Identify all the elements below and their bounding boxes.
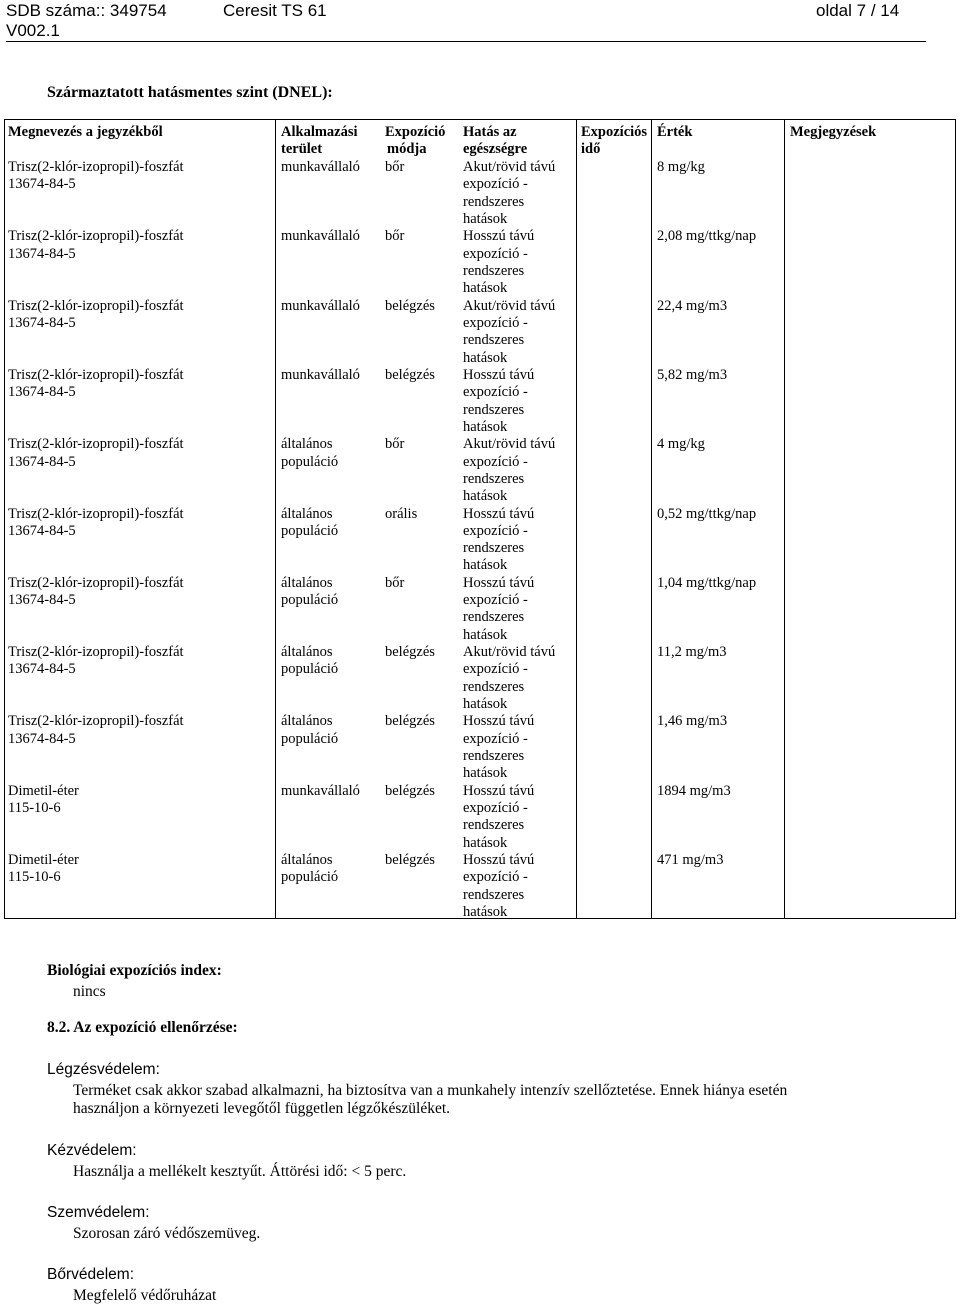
page-number: oldal 7 / 14 bbox=[816, 1, 900, 20]
application-area: általános bbox=[281, 574, 333, 591]
health-effect: Akut/rövid távú bbox=[463, 644, 556, 661]
header-name: Megnevezés a jegyzékből bbox=[8, 124, 163, 140]
application-area: populáció bbox=[281, 661, 339, 678]
header-value: Érték bbox=[657, 124, 693, 140]
application-area: általános bbox=[281, 505, 333, 522]
header-route-line: Expozíció bbox=[385, 124, 446, 140]
header-effect-line: Hatás az bbox=[463, 124, 517, 140]
health-effect: Hosszú távú bbox=[463, 228, 535, 245]
application-area: populáció bbox=[281, 453, 339, 470]
health-effect: hatások bbox=[463, 210, 508, 227]
health-effect: expozíció - bbox=[463, 176, 528, 193]
health-effect: rendszeres bbox=[463, 609, 525, 626]
dnel-value: 4 mg/kg bbox=[657, 436, 705, 453]
health-effect: hatások bbox=[463, 488, 508, 505]
health-effect: Hosszú távú bbox=[463, 852, 535, 868]
health-effect: expozíció - bbox=[463, 800, 528, 816]
application-area: általános bbox=[281, 644, 333, 661]
health-effect: expozíció - bbox=[463, 384, 528, 401]
dnel-table bbox=[4, 119, 956, 919]
health-effect: rendszeres bbox=[463, 678, 525, 695]
header-route-line: módja bbox=[387, 141, 427, 158]
health-effect: Hosszú távú bbox=[463, 782, 535, 799]
cas-number: 13674-84-5 bbox=[8, 730, 76, 747]
exposure-route: belégzés bbox=[385, 297, 435, 314]
health-effect: expozíció - bbox=[463, 245, 528, 262]
health-effect: rendszeres bbox=[463, 817, 525, 834]
substance-name: Trisz(2-klór-izopropil)-foszfát bbox=[8, 436, 184, 453]
header-time bbox=[581, 124, 647, 159]
health-effect: hatások bbox=[463, 280, 508, 297]
header-effect bbox=[463, 124, 527, 159]
application-area: populáció bbox=[281, 592, 339, 609]
health-effect: expozíció - bbox=[463, 661, 528, 678]
cas-number: 13674-84-5 bbox=[8, 592, 76, 609]
dnel-value: 0,52 mg/ttkg/nap bbox=[657, 505, 757, 522]
dnel-value: 1,46 mg/m3 bbox=[657, 713, 728, 730]
substance-name: Trisz(2-klór-izopropil)-foszfát bbox=[8, 644, 184, 661]
cas-number: 13674-84-5 bbox=[8, 384, 76, 401]
header-effect-line: egészségre bbox=[463, 141, 528, 158]
exposure-route: belégzés bbox=[385, 366, 435, 383]
health-effect: expozíció - bbox=[463, 869, 528, 886]
dnel-value: 8 mg/kg bbox=[657, 159, 705, 175]
health-effect: Hosszú távú bbox=[463, 713, 535, 730]
health-effect: rendszeres bbox=[463, 886, 525, 903]
cas-number: 115-10-6 bbox=[8, 869, 61, 886]
column-divider bbox=[651, 120, 652, 918]
application-area: általános bbox=[281, 713, 333, 730]
respiratory-label: Légzésvédelem: bbox=[47, 1061, 160, 1078]
health-effect: Akut/rövid távú bbox=[463, 436, 556, 453]
health-effect: expozíció - bbox=[463, 522, 528, 539]
application-area: munkavállaló bbox=[281, 782, 360, 799]
application-area: általános bbox=[281, 852, 333, 868]
bio-value: nincs bbox=[73, 983, 106, 1000]
application-area: munkavállaló bbox=[281, 159, 360, 175]
health-effect: hatások bbox=[463, 834, 508, 851]
health-effect: rendszeres bbox=[463, 748, 525, 764]
header-notes: Megjegyzések bbox=[790, 124, 877, 140]
hand-label: Kézvédelem: bbox=[47, 1142, 137, 1159]
cas-number: 13674-84-5 bbox=[8, 661, 76, 678]
column-divider bbox=[275, 120, 276, 918]
product-name: Ceresit TS 61 bbox=[223, 1, 327, 20]
cas-number: 115-10-6 bbox=[8, 800, 61, 816]
section-title: Származtatott hatásmentes szint (DNEL): bbox=[47, 84, 333, 101]
substance-name: Trisz(2-klór-izopropil)-foszfát bbox=[8, 713, 184, 730]
substance-name: Trisz(2-klór-izopropil)-foszfát bbox=[8, 366, 184, 383]
control-title: 8.2. Az expozíció ellenőrzése: bbox=[47, 1019, 238, 1036]
substance-name: Trisz(2-klór-izopropil)-foszfát bbox=[8, 159, 184, 175]
dnel-value: 1894 mg/m3 bbox=[657, 782, 731, 799]
application-area: populáció bbox=[281, 522, 339, 539]
substance-name: Dimetil-éter bbox=[8, 852, 79, 868]
application-area: általános bbox=[281, 436, 333, 453]
column-divider bbox=[784, 120, 785, 918]
application-area: munkavállaló bbox=[281, 366, 360, 383]
application-area: populáció bbox=[281, 730, 339, 747]
health-effect: Akut/rövid távú bbox=[463, 297, 556, 314]
substance-name: Trisz(2-klór-izopropil)-foszfát bbox=[8, 297, 184, 314]
health-effect: expozíció - bbox=[463, 592, 528, 609]
version: V002.1 bbox=[6, 21, 60, 40]
cas-number: 13674-84-5 bbox=[8, 522, 76, 539]
health-effect: Hosszú távú bbox=[463, 574, 535, 591]
health-effect: hatások bbox=[463, 696, 508, 712]
substance-name: Trisz(2-klór-izopropil)-foszfát bbox=[8, 505, 184, 522]
skin-label: Bőrvédelem: bbox=[47, 1266, 135, 1283]
health-effect: hatások bbox=[463, 765, 508, 782]
exposure-route: belégzés bbox=[385, 713, 435, 730]
header-time-line: idő bbox=[581, 141, 601, 158]
respiratory-text: Terméket csak akkor szabad alkalmazni, ha biztosítva van a munkahely intenzív szellőztetése. Ennek hiánya esetén bbox=[73, 1082, 788, 1099]
health-effect: Hosszú távú bbox=[463, 505, 535, 522]
exposure-route: belégzés bbox=[385, 852, 435, 868]
health-effect: rendszeres bbox=[463, 470, 525, 487]
hand-text: Használja a mellékelt kesztyűt. Áttörési idő: < 5 perc. bbox=[73, 1163, 407, 1180]
dnel-value: 11,2 mg/m3 bbox=[657, 644, 727, 661]
cas-number: 13674-84-5 bbox=[8, 314, 76, 331]
application-area: munkavállaló bbox=[281, 297, 360, 314]
exposure-route: bőr bbox=[385, 228, 405, 245]
health-effect: Akut/rövid távú bbox=[463, 159, 556, 175]
dnel-value: 22,4 mg/m3 bbox=[657, 297, 728, 314]
application-area: populáció bbox=[281, 869, 339, 886]
eye-label: Szemvédelem: bbox=[47, 1204, 150, 1221]
cas-number: 13674-84-5 bbox=[8, 245, 76, 262]
exposure-route: belégzés bbox=[385, 644, 435, 661]
dnel-value: 471 mg/m3 bbox=[657, 852, 724, 868]
eye-text: Szorosan záró védőszemüveg. bbox=[73, 1225, 261, 1242]
header-route bbox=[385, 124, 445, 159]
header-divider bbox=[6, 41, 926, 42]
health-effect: hatások bbox=[463, 418, 508, 435]
substance-name: Trisz(2-klór-izopropil)-foszfát bbox=[8, 228, 184, 245]
health-effect: rendszeres bbox=[463, 262, 525, 279]
substance-name: Dimetil-éter bbox=[8, 782, 79, 799]
health-effect: expozíció - bbox=[463, 730, 528, 747]
dnel-value: 1,04 mg/ttkg/nap bbox=[657, 574, 757, 591]
cas-number: 13674-84-5 bbox=[8, 453, 76, 470]
bio-title: Biológiai expozíciós index: bbox=[47, 962, 222, 979]
exposure-route: bőr bbox=[385, 436, 405, 453]
header-area-line: terület bbox=[281, 141, 323, 158]
health-effect: hatások bbox=[463, 557, 508, 574]
health-effect: hatások bbox=[463, 903, 508, 920]
header-time-line: Expozíciós bbox=[581, 124, 648, 140]
exposure-route: orális bbox=[385, 505, 418, 522]
substance-name: Trisz(2-klór-izopropil)-foszfát bbox=[8, 574, 184, 591]
exposure-route: bőr bbox=[385, 574, 405, 591]
health-effect: rendszeres bbox=[463, 540, 525, 557]
health-effect: expozíció - bbox=[463, 314, 528, 331]
exposure-route: belégzés bbox=[385, 782, 435, 799]
health-effect: hatások bbox=[463, 349, 508, 366]
cas-number: 13674-84-5 bbox=[8, 176, 76, 193]
header-area bbox=[281, 124, 358, 159]
health-effect: rendszeres bbox=[463, 332, 525, 349]
column-divider bbox=[576, 120, 577, 918]
dnel-value: 2,08 mg/ttkg/nap bbox=[657, 228, 757, 245]
exposure-route: bőr bbox=[385, 159, 405, 175]
health-effect: hatások bbox=[463, 626, 508, 643]
health-effect: rendszeres bbox=[463, 401, 525, 418]
header-area-line: Alkalmazási bbox=[281, 124, 358, 140]
sdb-number: SDB száma:: 349754 bbox=[6, 1, 167, 20]
health-effect: Hosszú távú bbox=[463, 366, 535, 383]
health-effect: expozíció - bbox=[463, 453, 528, 470]
application-area: munkavállaló bbox=[281, 228, 360, 245]
skin-text: Megfelelő védőruházat bbox=[73, 1287, 217, 1304]
dnel-value: 5,82 mg/m3 bbox=[657, 366, 728, 383]
health-effect: rendszeres bbox=[463, 193, 525, 210]
respiratory-text: használjon a környezeti levegőtől független légzőkészüléket. bbox=[73, 1100, 451, 1117]
